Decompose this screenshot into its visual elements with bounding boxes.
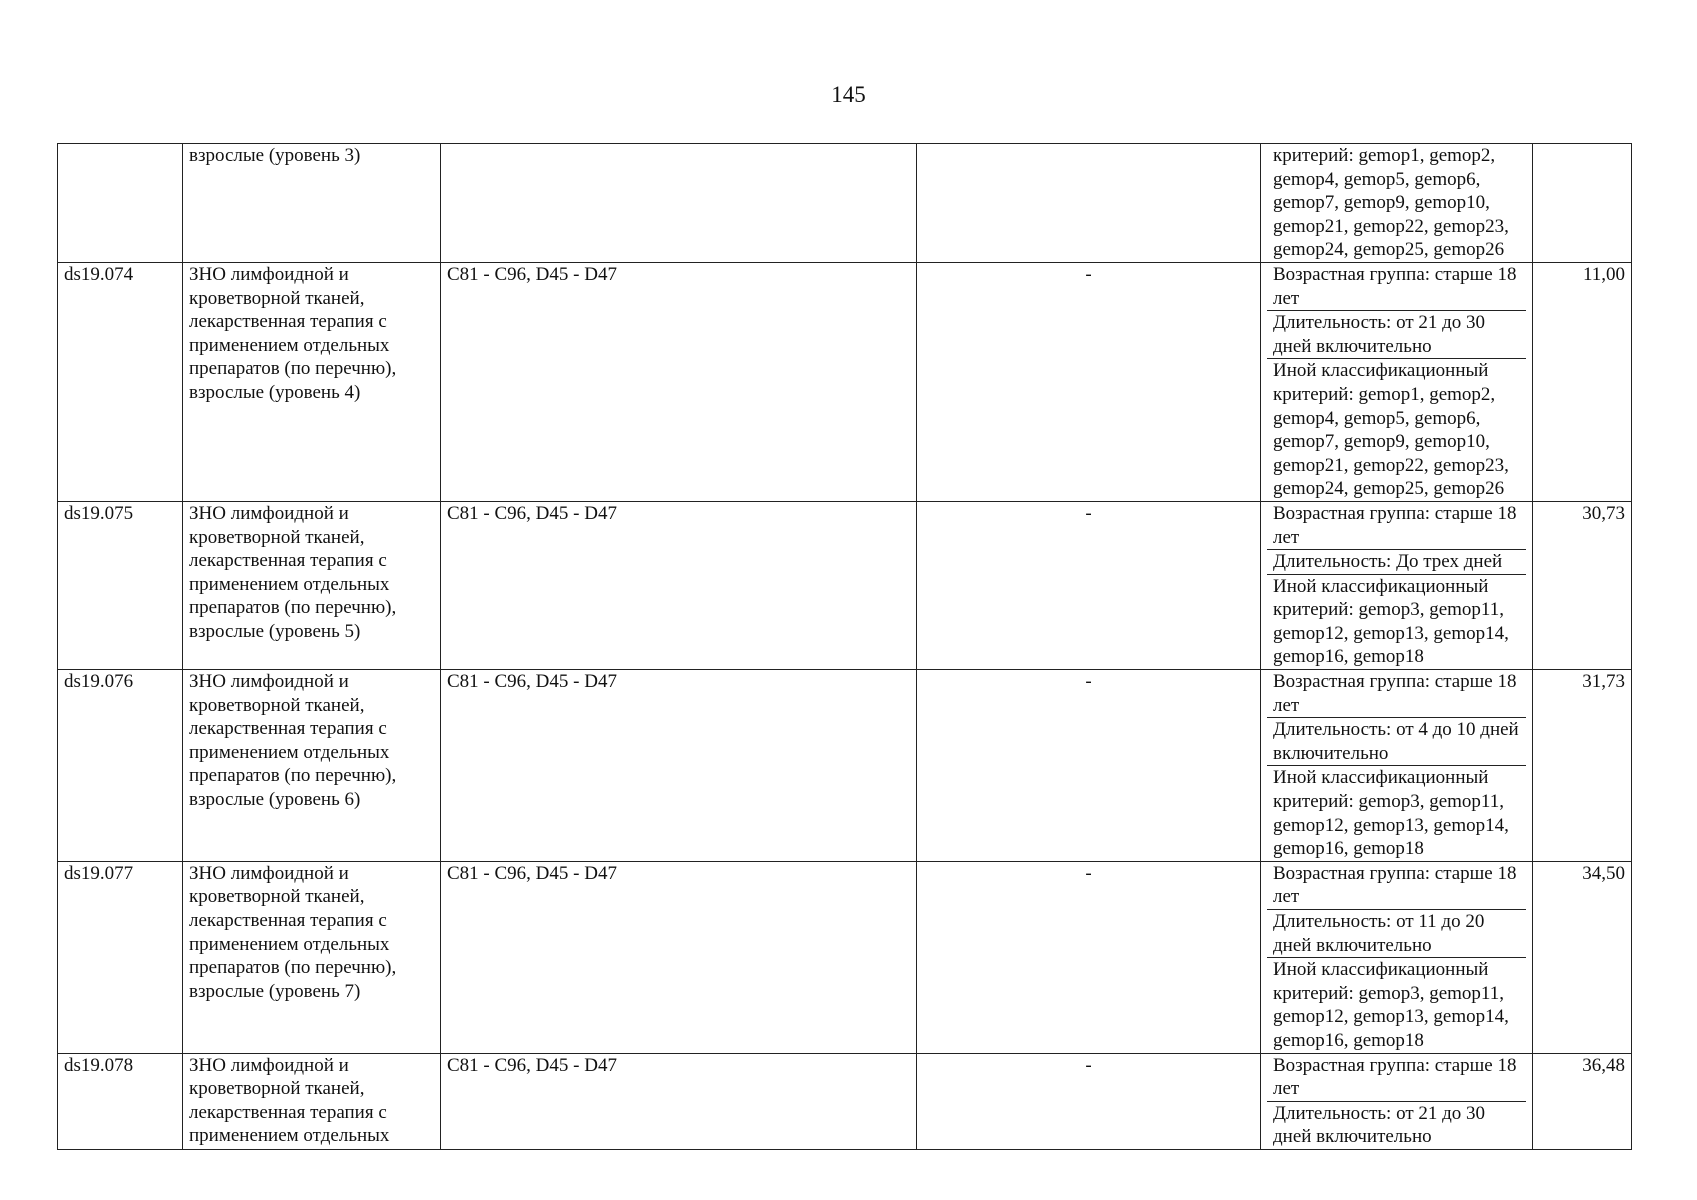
row-code: ds19.074 xyxy=(58,262,183,501)
row-code: ds19.078 xyxy=(58,1053,183,1149)
table-row xyxy=(58,262,1632,501)
row-dash: - xyxy=(917,262,1261,501)
criterion-duration: Длительность: от 4 до 10 дней включительно xyxy=(1267,717,1526,765)
row-criteria xyxy=(1261,1053,1533,1149)
row-criteria xyxy=(1261,262,1533,501)
criterion-duration: Длительность: от 11 до 20 дней включительно xyxy=(1267,909,1526,957)
table-row xyxy=(58,1053,1632,1149)
row-name: ЗНО лимфоидной и кроветворной тканей, лекарственная терапия с применением отдельных xyxy=(183,1053,441,1149)
criterion-duration: Длительность: от 21 до 30 дней включительно xyxy=(1267,1101,1526,1149)
row-coefficient: 34,50 xyxy=(1533,861,1632,1053)
row-icd-codes: C81 - C96, D45 - D47 xyxy=(441,262,917,501)
table-row xyxy=(58,670,1632,862)
row-coefficient: 31,73 xyxy=(1533,670,1632,862)
table-row xyxy=(58,861,1632,1053)
criterion-classification: критерий: gemop1, gemop2, gemop4, gemop5, gemop6, gemop7, gemop9, gemop10, gemop21, gemop22, gemop23, gemop24, gemop25, gemop26 xyxy=(1273,145,1509,261)
page-number: 145 xyxy=(831,82,866,107)
criterion-classification: Иной классификационный критерий: gemop3, gemop11, gemop12, gemop13, gemop14, gemop16, gemop18 xyxy=(1267,574,1526,669)
row-name: взрослые (уровень 3) xyxy=(183,144,441,263)
row-coefficient: 30,73 xyxy=(1533,501,1632,669)
tariff-table xyxy=(57,143,1632,1150)
table-row xyxy=(58,144,1632,263)
row-coefficient: 11,00 xyxy=(1533,262,1632,501)
row-name: ЗНО лимфоидной и кроветворной тканей, лекарственная терапия с применением отдельных препаратов (по перечню), взрослые (уровень 7) xyxy=(183,861,441,1053)
row-name: ЗНО лимфоидной и кроветворной тканей, лекарственная терапия с применением отдельных препаратов (по перечню), взрослые (уровень 6) xyxy=(183,670,441,862)
table-row xyxy=(58,501,1632,669)
row-dash: - xyxy=(917,861,1261,1053)
row-code: ds19.076 xyxy=(58,670,183,862)
row-criteria xyxy=(1261,670,1533,862)
criterion-classification: Иной классификационный критерий: gemop1, gemop2, gemop4, gemop5, gemop6, gemop7, gemop9, gemop10, gemop21, gemop22, gemop23, gemop24, gemop25, gemop26 xyxy=(1267,358,1526,501)
criterion-age-group: Возрастная группа: старше 18 лет xyxy=(1273,263,1517,309)
row-name: ЗНО лимфоидной и кроветворной тканей, лекарственная терапия с применением отдельных препаратов (по перечню), взрослые (уровень 4) xyxy=(183,262,441,501)
row-icd-codes xyxy=(441,144,917,263)
row-criteria xyxy=(1261,861,1533,1053)
row-icd-codes: C81 - C96, D45 - D47 xyxy=(441,861,917,1053)
row-code: ds19.077 xyxy=(58,861,183,1053)
row-icd-codes: C81 - C96, D45 - D47 xyxy=(441,670,917,862)
criterion-age-group: Возрастная группа: старше 18 лет xyxy=(1273,862,1517,908)
row-criteria xyxy=(1261,501,1533,669)
criterion-duration: Длительность: от 21 до 30 дней включительно xyxy=(1267,310,1526,358)
criterion-age-group: Возрастная группа: старше 18 лет xyxy=(1273,502,1517,548)
row-icd-codes: C81 - C96, D45 - D47 xyxy=(441,501,917,669)
criterion-classification: Иной классификационный критерий: gemop3, gemop11, gemop12, gemop13, gemop14, gemop16, gemop18 xyxy=(1267,957,1526,1052)
criterion-classification: Иной классификационный критерий: gemop3, gemop11, gemop12, gemop13, gemop14, gemop16, gemop18 xyxy=(1267,765,1526,860)
row-name: ЗНО лимфоидной и кроветворной тканей, лекарственная терапия с применением отдельных препаратов (по перечню), взрослые (уровень 5) xyxy=(183,501,441,669)
criterion-duration: Длительность: До трех дней xyxy=(1267,549,1526,574)
row-criteria xyxy=(1261,144,1533,263)
row-dash: - xyxy=(917,1053,1261,1149)
row-code: ds19.075 xyxy=(58,501,183,669)
row-code xyxy=(58,144,183,263)
row-dash: - xyxy=(917,501,1261,669)
row-coefficient xyxy=(1533,144,1632,263)
row-icd-codes: C81 - C96, D45 - D47 xyxy=(441,1053,917,1149)
row-dash xyxy=(917,144,1261,263)
row-dash: - xyxy=(917,670,1261,862)
row-coefficient: 36,48 xyxy=(1533,1053,1632,1149)
criterion-age-group: Возрастная группа: старше 18 лет xyxy=(1273,671,1517,716)
criterion-age-group: Возрастная группа: старше 18 лет xyxy=(1273,1054,1517,1100)
